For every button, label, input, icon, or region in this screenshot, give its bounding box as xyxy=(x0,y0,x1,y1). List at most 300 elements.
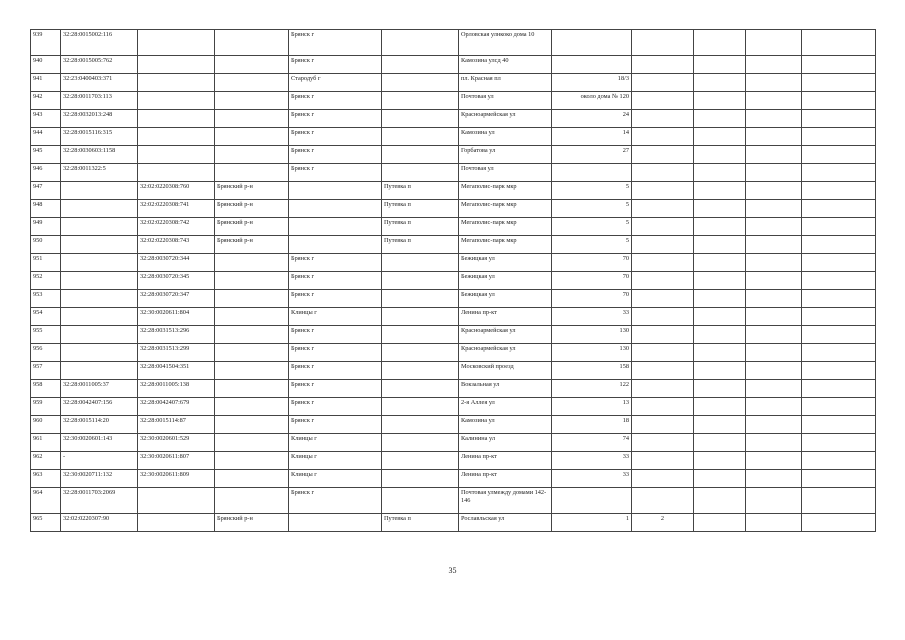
cell-extra-2 xyxy=(694,74,746,92)
cell-empty xyxy=(802,470,876,488)
cell-row-number: 942 xyxy=(31,92,61,110)
cell-extra-2 xyxy=(694,182,746,200)
cell-street: Московский проезд xyxy=(459,362,552,380)
cell-house: 1 xyxy=(552,514,632,532)
cell-empty xyxy=(802,200,876,218)
cell-extra-3 xyxy=(746,30,802,56)
table-row xyxy=(31,182,876,200)
cell-house: 5 xyxy=(552,218,632,236)
cell-cadastral-old: 32:23:0400403:371 xyxy=(61,74,138,92)
cell-cadastral-old: 32:28:0042407:156 xyxy=(61,398,138,416)
cell-extra-3 xyxy=(746,200,802,218)
cell-district xyxy=(215,254,289,272)
cell-extra-1 xyxy=(632,434,694,452)
cell-cadastral-old: 32:02:0220307:90 xyxy=(61,514,138,532)
table-row xyxy=(31,200,876,218)
cell-street: Бежицкая ул xyxy=(459,254,552,272)
table-row xyxy=(31,146,876,164)
cell-empty xyxy=(802,308,876,326)
cell-cadastral-new: 32:02:0220308:741 xyxy=(138,200,215,218)
cell-district xyxy=(215,380,289,398)
table-row xyxy=(31,362,876,380)
cell-settlement xyxy=(382,452,459,470)
cell-street: Бежицкая ул xyxy=(459,272,552,290)
cell-extra-1: 2 xyxy=(632,514,694,532)
cell-district xyxy=(215,74,289,92)
cell-house: 130 xyxy=(552,344,632,362)
table-row xyxy=(31,236,876,254)
table-row xyxy=(31,308,876,326)
cell-street: пл. Красная пл xyxy=(459,74,552,92)
cell-district xyxy=(215,146,289,164)
cell-cadastral-old: 32:28:0030603:1158 xyxy=(61,146,138,164)
cell-extra-3 xyxy=(746,92,802,110)
cell-house: 130 xyxy=(552,326,632,344)
cell-street: Камозина улсд 40 xyxy=(459,56,552,74)
cell-city: Брянск г xyxy=(289,290,382,308)
cell-extra-3 xyxy=(746,56,802,74)
cell-extra-3 xyxy=(746,254,802,272)
cell-extra-2 xyxy=(694,514,746,532)
cell-street: Мегаполис-парк мкр xyxy=(459,200,552,218)
cell-extra-3 xyxy=(746,470,802,488)
cell-cadastral-new xyxy=(138,164,215,182)
cell-district xyxy=(215,308,289,326)
cell-cadastral-new: 32:02:0220308:742 xyxy=(138,218,215,236)
cell-empty xyxy=(802,236,876,254)
cell-cadastral-new: 32:28:0030720:345 xyxy=(138,272,215,290)
cell-extra-2 xyxy=(694,30,746,56)
cell-cadastral-new: 32:28:0041504:351 xyxy=(138,362,215,380)
cell-extra-3 xyxy=(746,182,802,200)
cell-empty xyxy=(802,272,876,290)
cell-house xyxy=(552,56,632,74)
cell-extra-2 xyxy=(694,272,746,290)
cell-street: Орловская улнкоко дома 10 xyxy=(459,30,552,56)
cell-cadastral-old: 32:28:0011703:2069 xyxy=(61,488,138,514)
cell-city: Брянск г xyxy=(289,254,382,272)
cell-cadastral-new xyxy=(138,30,215,56)
cell-cadastral-new: 32:28:0042407:679 xyxy=(138,398,215,416)
cell-row-number: 941 xyxy=(31,74,61,92)
cell-extra-2 xyxy=(694,362,746,380)
cell-settlement xyxy=(382,110,459,128)
cell-city xyxy=(289,218,382,236)
cell-settlement xyxy=(382,326,459,344)
cell-settlement xyxy=(382,434,459,452)
table-row xyxy=(31,452,876,470)
table-row xyxy=(31,272,876,290)
cell-city: Брянск г xyxy=(289,146,382,164)
cell-extra-3 xyxy=(746,146,802,164)
cell-settlement xyxy=(382,290,459,308)
cell-row-number: 954 xyxy=(31,308,61,326)
cell-district: Брянский р-н xyxy=(215,200,289,218)
cell-district xyxy=(215,452,289,470)
cell-cadastral-old xyxy=(61,308,138,326)
cell-street: Рославльская ул xyxy=(459,514,552,532)
cell-city: Брянск г xyxy=(289,128,382,146)
cell-settlement xyxy=(382,344,459,362)
cell-city: Клинцы г xyxy=(289,470,382,488)
cell-row-number: 960 xyxy=(31,416,61,434)
cell-district xyxy=(215,164,289,182)
cell-cadastral-new xyxy=(138,488,215,514)
cell-extra-1 xyxy=(632,146,694,164)
page-number: 35 xyxy=(448,566,457,575)
cell-extra-2 xyxy=(694,110,746,128)
cell-empty xyxy=(802,398,876,416)
cell-extra-1 xyxy=(632,452,694,470)
cell-cadastral-old xyxy=(61,344,138,362)
cell-extra-1 xyxy=(632,110,694,128)
cell-cadastral-new xyxy=(138,74,215,92)
cell-row-number: 946 xyxy=(31,164,61,182)
cell-row-number: 959 xyxy=(31,398,61,416)
cell-house: 33 xyxy=(552,470,632,488)
cell-row-number: 952 xyxy=(31,272,61,290)
cell-district xyxy=(215,344,289,362)
cell-cadastral-old: 32:28:0011703:113 xyxy=(61,92,138,110)
cell-settlement xyxy=(382,380,459,398)
cell-street: Ленина пр-кт xyxy=(459,308,552,326)
cell-extra-1 xyxy=(632,254,694,272)
cell-settlement: Путевка п xyxy=(382,200,459,218)
cell-street: Бежицкая ул xyxy=(459,290,552,308)
cell-street: Красноармейская ул xyxy=(459,326,552,344)
cell-city: Брянск г xyxy=(289,398,382,416)
cell-extra-2 xyxy=(694,416,746,434)
cell-empty xyxy=(802,110,876,128)
cell-extra-3 xyxy=(746,164,802,182)
cell-row-number: 956 xyxy=(31,344,61,362)
cell-extra-2 xyxy=(694,434,746,452)
cell-extra-3 xyxy=(746,128,802,146)
cell-settlement xyxy=(382,128,459,146)
cell-city: Брянск г xyxy=(289,30,382,56)
cell-empty xyxy=(802,218,876,236)
cell-house: 24 xyxy=(552,110,632,128)
cell-city: Клинцы г xyxy=(289,452,382,470)
cell-settlement xyxy=(382,488,459,514)
cell-empty xyxy=(802,30,876,56)
cell-cadastral-new: 32:28:0011005:138 xyxy=(138,380,215,398)
cell-extra-2 xyxy=(694,452,746,470)
cell-district xyxy=(215,272,289,290)
cell-house: 18 xyxy=(552,416,632,434)
cell-district: Брянский р-н xyxy=(215,514,289,532)
cell-cadastral-new: 32:28:0030720:347 xyxy=(138,290,215,308)
cell-district xyxy=(215,362,289,380)
cell-cadastral-new: 32:30:0020611:809 xyxy=(138,470,215,488)
cell-city xyxy=(289,200,382,218)
cell-extra-1 xyxy=(632,164,694,182)
cell-street: Горбатова ул xyxy=(459,146,552,164)
cell-extra-1 xyxy=(632,470,694,488)
cell-cadastral-old xyxy=(61,236,138,254)
cell-extra-1 xyxy=(632,380,694,398)
cell-row-number: 965 xyxy=(31,514,61,532)
table-row xyxy=(31,110,876,128)
table-row xyxy=(31,128,876,146)
cell-cadastral-new: 32:28:0031513:296 xyxy=(138,326,215,344)
cell-street: Почтовая улмежду домами 142-146 xyxy=(459,488,552,514)
table-row xyxy=(31,290,876,308)
cell-empty xyxy=(802,290,876,308)
cell-district xyxy=(215,92,289,110)
cell-extra-1 xyxy=(632,128,694,146)
cell-row-number: 953 xyxy=(31,290,61,308)
cell-row-number: 958 xyxy=(31,380,61,398)
cell-settlement: Путевка п xyxy=(382,514,459,532)
cell-empty xyxy=(802,74,876,92)
table-row xyxy=(31,344,876,362)
cell-settlement xyxy=(382,362,459,380)
cell-extra-3 xyxy=(746,416,802,434)
cell-extra-2 xyxy=(694,236,746,254)
cell-house: 70 xyxy=(552,290,632,308)
cell-extra-2 xyxy=(694,218,746,236)
cell-city: Брянск г xyxy=(289,344,382,362)
cell-extra-2 xyxy=(694,308,746,326)
table-row xyxy=(31,56,876,74)
cell-city: Клинцы г xyxy=(289,434,382,452)
cell-settlement: Путевка п xyxy=(382,218,459,236)
cell-city: Брянск г xyxy=(289,416,382,434)
cell-district: Брянский р-н xyxy=(215,236,289,254)
cell-cadastral-old: 32:28:0015114:20 xyxy=(61,416,138,434)
cell-cadastral-old: 32:28:0015005:762 xyxy=(61,56,138,74)
cell-extra-2 xyxy=(694,164,746,182)
cell-city: Брянск г xyxy=(289,56,382,74)
cell-cadastral-new: 32:30:0020601:529 xyxy=(138,434,215,452)
cell-cadastral-old xyxy=(61,200,138,218)
cell-settlement xyxy=(382,470,459,488)
cell-street: Мегаполис-парк мкр xyxy=(459,218,552,236)
cell-row-number: 944 xyxy=(31,128,61,146)
cell-row-number: 947 xyxy=(31,182,61,200)
cell-row-number: 955 xyxy=(31,326,61,344)
table-row xyxy=(31,398,876,416)
cell-extra-2 xyxy=(694,380,746,398)
cell-cadastral-new xyxy=(138,514,215,532)
cell-settlement: Путевка п xyxy=(382,182,459,200)
table-row xyxy=(31,470,876,488)
cell-city: Брянск г xyxy=(289,110,382,128)
cell-empty xyxy=(802,380,876,398)
cell-house: 13 xyxy=(552,398,632,416)
cell-extra-2 xyxy=(694,326,746,344)
cell-extra-3 xyxy=(746,514,802,532)
cell-extra-1 xyxy=(632,236,694,254)
cell-cadastral-new: 32:28:0030720:344 xyxy=(138,254,215,272)
cell-city: Брянск г xyxy=(289,380,382,398)
cell-row-number: 963 xyxy=(31,470,61,488)
cell-empty xyxy=(802,514,876,532)
cell-row-number: 962 xyxy=(31,452,61,470)
cell-row-number: 939 xyxy=(31,30,61,56)
cell-cadastral-old xyxy=(61,272,138,290)
cell-cadastral-old xyxy=(61,218,138,236)
cell-extra-3 xyxy=(746,74,802,92)
cell-settlement xyxy=(382,30,459,56)
cell-cadastral-old xyxy=(61,326,138,344)
cell-empty xyxy=(802,92,876,110)
table-row xyxy=(31,434,876,452)
cell-street: Вокзальная ул xyxy=(459,380,552,398)
cell-extra-3 xyxy=(746,488,802,514)
cell-cadastral-old: 32:28:0015002:116 xyxy=(61,30,138,56)
cell-house: 27 xyxy=(552,146,632,164)
cell-street: Ленина пр-кт xyxy=(459,452,552,470)
cell-extra-3 xyxy=(746,326,802,344)
cell-extra-3 xyxy=(746,452,802,470)
cell-row-number: 940 xyxy=(31,56,61,74)
cell-cadastral-new xyxy=(138,146,215,164)
cell-extra-2 xyxy=(694,254,746,272)
cell-extra-3 xyxy=(746,290,802,308)
cell-extra-1 xyxy=(632,308,694,326)
cell-empty xyxy=(802,146,876,164)
cell-settlement xyxy=(382,398,459,416)
cell-city: Брянск г xyxy=(289,272,382,290)
cell-street: Ленина пр-кт xyxy=(459,470,552,488)
cell-row-number: 964 xyxy=(31,488,61,514)
cell-settlement xyxy=(382,164,459,182)
table-row xyxy=(31,92,876,110)
registry-table-body xyxy=(31,30,876,532)
cell-settlement xyxy=(382,92,459,110)
cell-city xyxy=(289,236,382,254)
cell-house: 33 xyxy=(552,452,632,470)
cell-extra-2 xyxy=(694,200,746,218)
cell-city: Клинцы г xyxy=(289,308,382,326)
cell-empty xyxy=(802,254,876,272)
cell-row-number: 948 xyxy=(31,200,61,218)
cell-settlement xyxy=(382,308,459,326)
cell-extra-1 xyxy=(632,92,694,110)
cell-cadastral-new xyxy=(138,56,215,74)
table-row xyxy=(31,326,876,344)
cell-extra-3 xyxy=(746,272,802,290)
cell-district xyxy=(215,128,289,146)
registry-table xyxy=(30,29,876,532)
cell-house: 158 xyxy=(552,362,632,380)
cell-row-number: 961 xyxy=(31,434,61,452)
cell-empty xyxy=(802,452,876,470)
cell-row-number: 951 xyxy=(31,254,61,272)
cell-cadastral-old: 32:28:0011322:5 xyxy=(61,164,138,182)
cell-district xyxy=(215,470,289,488)
cell-district xyxy=(215,56,289,74)
cell-district xyxy=(215,30,289,56)
cell-district: Брянский р-н xyxy=(215,218,289,236)
cell-extra-3 xyxy=(746,218,802,236)
table-row xyxy=(31,380,876,398)
cell-district xyxy=(215,290,289,308)
cell-street: 2-я Аллея ул xyxy=(459,398,552,416)
cell-city: Брянск г xyxy=(289,164,382,182)
cell-cadastral-old: 32:28:0011005:37 xyxy=(61,380,138,398)
cell-extra-2 xyxy=(694,146,746,164)
cell-house: 5 xyxy=(552,200,632,218)
cell-house: 74 xyxy=(552,434,632,452)
cell-house xyxy=(552,488,632,514)
table-row xyxy=(31,416,876,434)
cell-extra-1 xyxy=(632,200,694,218)
cell-cadastral-old: - xyxy=(61,452,138,470)
cell-cadastral-new: 32:28:0031513:299 xyxy=(138,344,215,362)
cell-cadastral-new xyxy=(138,110,215,128)
cell-house: 70 xyxy=(552,272,632,290)
table-row xyxy=(31,164,876,182)
cell-district xyxy=(215,110,289,128)
cell-empty xyxy=(802,434,876,452)
cell-cadastral-old: 32:30:0020601:143 xyxy=(61,434,138,452)
cell-extra-3 xyxy=(746,344,802,362)
cell-extra-1 xyxy=(632,326,694,344)
cell-extra-2 xyxy=(694,488,746,514)
cell-extra-3 xyxy=(746,362,802,380)
table-row xyxy=(31,218,876,236)
cell-house xyxy=(552,30,632,56)
table-row xyxy=(31,488,876,514)
cell-settlement xyxy=(382,254,459,272)
cell-extra-3 xyxy=(746,308,802,326)
cell-city: Брянск г xyxy=(289,92,382,110)
cell-extra-1 xyxy=(632,290,694,308)
cell-district xyxy=(215,326,289,344)
cell-city: Брянск г xyxy=(289,326,382,344)
cell-settlement xyxy=(382,146,459,164)
cell-district xyxy=(215,434,289,452)
cell-row-number: 945 xyxy=(31,146,61,164)
cell-street: Калинина ул xyxy=(459,434,552,452)
cell-empty xyxy=(802,182,876,200)
cell-cadastral-old xyxy=(61,290,138,308)
cell-street: Красноармейская ул xyxy=(459,110,552,128)
cell-cadastral-new xyxy=(138,128,215,146)
cell-settlement: Путевка п xyxy=(382,236,459,254)
cell-city: Брянск г xyxy=(289,362,382,380)
cell-cadastral-old xyxy=(61,362,138,380)
cell-house xyxy=(552,164,632,182)
cell-cadastral-old: 32:28:0015116:315 xyxy=(61,128,138,146)
cell-empty xyxy=(802,56,876,74)
cell-district xyxy=(215,398,289,416)
cell-city: Брянск г xyxy=(289,488,382,514)
cell-extra-2 xyxy=(694,398,746,416)
cell-cadastral-new: 32:02:0220308:760 xyxy=(138,182,215,200)
cell-street: Красноармейская ул xyxy=(459,344,552,362)
cell-house: около дома № 120 xyxy=(552,92,632,110)
cell-cadastral-old xyxy=(61,182,138,200)
cell-street: Почтовая ул xyxy=(459,92,552,110)
cell-empty xyxy=(802,416,876,434)
cell-settlement xyxy=(382,416,459,434)
cell-extra-1 xyxy=(632,56,694,74)
table-row xyxy=(31,254,876,272)
cell-cadastral-old: 32:28:0032013:248 xyxy=(61,110,138,128)
cell-extra-1 xyxy=(632,182,694,200)
cell-extra-3 xyxy=(746,236,802,254)
cell-row-number: 943 xyxy=(31,110,61,128)
cell-house: 5 xyxy=(552,182,632,200)
cell-cadastral-new xyxy=(138,92,215,110)
cell-house: 5 xyxy=(552,236,632,254)
cell-district: Брянский р-н xyxy=(215,182,289,200)
cell-extra-1 xyxy=(632,344,694,362)
